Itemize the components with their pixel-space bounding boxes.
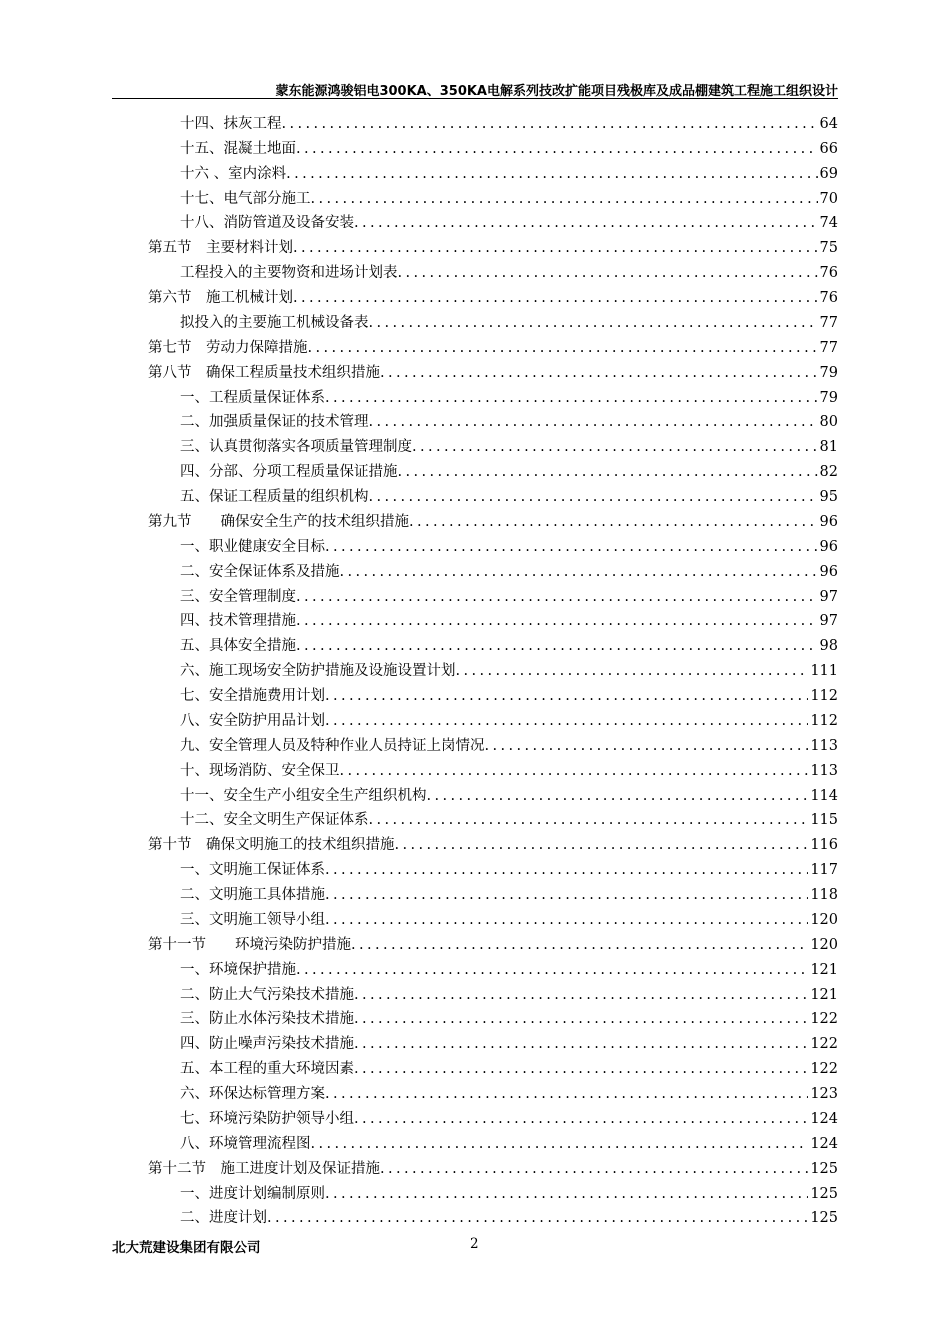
toc-subsection-entry[interactable] — [148, 108, 838, 133]
toc-dot-leader — [354, 1010, 808, 1028]
toc-entry-label: 七、安全措施费用计划 — [180, 688, 325, 704]
toc-subsection-entry[interactable] — [148, 1053, 838, 1078]
toc-subsection-entry[interactable] — [148, 407, 838, 432]
toc-entry-label: 第七节 劳动力保障措施 — [148, 339, 308, 356]
toc-entry-page-number: 82 — [819, 464, 838, 481]
toc-dot-leader — [296, 961, 808, 979]
toc-dot-leader — [293, 289, 818, 307]
toc-entry-label: 一、职业健康安全目标 — [180, 538, 325, 555]
toc-entry-page-number: 113 — [810, 737, 838, 754]
toc-entry-label: 二、防止大气污染技术措施 — [180, 986, 354, 1003]
toc-entry-page-number: 81 — [819, 439, 838, 456]
toc-entry-page-number: 114 — [810, 787, 838, 804]
toc-dot-leader — [369, 314, 818, 332]
toc-entry-label: 三、防止水体污染技术措施 — [180, 1011, 354, 1028]
toc-dot-leader — [293, 239, 818, 257]
toc-entry-label: 十四、抹灰工程 — [180, 115, 282, 132]
toc-section-entry[interactable] — [148, 282, 838, 307]
toc-entry-label: 工程投入的主要物资和进场计划表 — [180, 265, 398, 282]
toc-entry-label: 五、保证工程质量的组织机构 — [180, 489, 369, 505]
toc-entry-page-number: 76 — [819, 290, 838, 306]
toc-entry-label: 八、环境管理流程图 — [180, 1135, 311, 1152]
toc-entry-label: 十、现场消防、安全保卫 — [180, 762, 340, 779]
toc-dot-leader — [340, 563, 818, 581]
toc-dot-leader — [380, 1160, 808, 1178]
toc-entry-label: 一、文明施工保证体系 — [180, 862, 325, 879]
toc-section-entry[interactable] — [148, 357, 838, 382]
toc-dot-leader — [354, 1110, 808, 1128]
toc-subsection-entry[interactable] — [148, 655, 838, 680]
toc-subsection-entry[interactable] — [148, 382, 838, 407]
toc-dot-leader — [325, 1185, 808, 1203]
toc-entry-page-number: 118 — [810, 887, 838, 903]
toc-subsection-entry[interactable] — [148, 780, 838, 805]
toc-entry-label: 四、防止噪声污染技术措施 — [180, 1036, 354, 1053]
toc-entry-page-number: 125 — [810, 1210, 838, 1227]
toc-dot-leader — [351, 936, 808, 954]
toc-subsection-entry[interactable] — [148, 805, 838, 830]
toc-entry-label: 拟投入的主要施工机械设备表 — [180, 314, 369, 331]
toc-entry-label: 十二、安全文明生产保证体系 — [180, 812, 369, 829]
toc-dot-leader — [354, 214, 818, 232]
toc-subsection-entry[interactable] — [148, 954, 838, 979]
toc-section-entry[interactable] — [148, 506, 838, 531]
toc-entry-page-number: 70 — [819, 190, 838, 207]
toc-subsection-entry[interactable] — [148, 1203, 838, 1228]
toc-dot-leader — [296, 612, 818, 630]
toc-entry-label: 十五、混凝土地面 — [180, 140, 296, 157]
toc-subsection-entry[interactable] — [148, 730, 838, 755]
toc-dot-leader — [325, 712, 808, 730]
toc-entry-page-number: 74 — [819, 215, 838, 232]
toc-entry-label: 二、安全保证体系及措施 — [180, 563, 340, 580]
toc-dot-leader — [369, 488, 818, 506]
toc-dot-leader — [308, 339, 818, 357]
toc-dot-leader — [325, 1085, 808, 1103]
toc-entry-label: 四、技术管理措施 — [180, 613, 296, 630]
toc-subsection-entry[interactable] — [148, 630, 838, 655]
toc-entry-label: 十七、电气部分施工 — [180, 190, 311, 207]
toc-entry-label: 十一、安全生产小组安全生产组织机构 — [180, 787, 427, 804]
toc-subsection-entry[interactable] — [148, 133, 838, 158]
toc-entry-page-number: 120 — [810, 936, 838, 953]
toc-dot-leader — [398, 463, 818, 481]
toc-dot-leader — [369, 811, 809, 829]
toc-entry-page-number: 112 — [810, 688, 838, 704]
toc-dot-leader — [311, 190, 818, 208]
toc-subsection-entry[interactable] — [148, 979, 838, 1004]
table-of-contents — [148, 108, 838, 1227]
toc-subsection-entry[interactable] — [148, 879, 838, 904]
toc-entry-label: 七、环境污染防护领导小组 — [180, 1110, 354, 1127]
toc-entry-label: 九、安全管理人员及特种作业人员持证上岗情况 — [180, 737, 485, 754]
toc-subsection-entry[interactable] — [148, 1004, 838, 1029]
toc-entry-label: 六、环保达标管理方案 — [180, 1086, 325, 1102]
toc-entry-page-number: 122 — [810, 1036, 838, 1053]
toc-entry-page-number: 121 — [810, 986, 838, 1003]
header-divider — [112, 98, 838, 99]
toc-subsection-entry[interactable] — [148, 431, 838, 456]
toc-dot-leader — [409, 513, 818, 531]
toc-subsection-entry[interactable] — [148, 1178, 838, 1203]
toc-dot-leader — [325, 687, 808, 705]
toc-entry-page-number: 96 — [819, 538, 838, 555]
toc-subsection-entry[interactable] — [148, 257, 838, 282]
toc-entry-label: 二、进度计划 — [180, 1210, 267, 1227]
toc-entry-page-number: 79 — [819, 389, 838, 406]
toc-entry-label: 四、分部、分项工程质量保证措施 — [180, 464, 398, 481]
toc-dot-leader — [427, 787, 809, 805]
toc-dot-leader — [325, 538, 818, 556]
toc-dot-leader — [340, 762, 809, 780]
toc-entry-page-number: 112 — [810, 712, 838, 729]
toc-entry-page-number: 96 — [819, 513, 838, 530]
toc-entry-label: 五、本工程的重大环境因素 — [180, 1061, 354, 1078]
toc-subsection-entry[interactable] — [148, 680, 838, 705]
toc-subsection-entry[interactable] — [148, 531, 838, 556]
toc-entry-page-number: 97 — [819, 613, 838, 630]
toc-dot-leader — [412, 438, 818, 456]
toc-dot-leader — [354, 1035, 808, 1053]
toc-dot-leader — [380, 364, 818, 382]
toc-dot-leader — [325, 861, 808, 879]
toc-subsection-entry[interactable] — [148, 1028, 838, 1053]
document-header-title: 蒙东能源鸿骏铝电300KA、350KA电解系列技改扩能项目残极库及成品棚建筑工程施工组织设计 — [275, 84, 838, 99]
toc-entry-page-number: 76 — [819, 265, 838, 282]
toc-section-entry[interactable] — [148, 829, 838, 854]
footer-company: 北大荒建设集团有限公司 — [112, 1240, 261, 1256]
toc-entry-label: 十八、消防管道及设备安装 — [180, 215, 354, 232]
toc-section-entry[interactable] — [148, 332, 838, 357]
toc-entry-page-number: 125 — [810, 1160, 838, 1177]
toc-subsection-entry[interactable] — [148, 208, 838, 233]
toc-subsection-entry[interactable] — [148, 755, 838, 780]
toc-entry-label: 一、工程质量保证体系 — [180, 389, 325, 406]
toc-entry-label: 五、具体安全措施 — [180, 638, 296, 655]
toc-entry-page-number: 96 — [819, 563, 838, 580]
toc-dot-leader — [485, 737, 809, 755]
toc-entry-page-number: 111 — [810, 663, 838, 680]
toc-dot-leader — [369, 413, 818, 431]
toc-entry-page-number: 98 — [819, 638, 838, 655]
toc-entry-label: 第八节 确保工程质量技术组织措施 — [148, 364, 380, 381]
toc-entry-page-number: 124 — [810, 1110, 838, 1127]
toc-entry-label: 三、安全管理制度 — [180, 588, 296, 605]
toc-entry-page-number: 124 — [810, 1135, 838, 1152]
toc-subsection-entry[interactable] — [148, 481, 838, 506]
toc-subsection-entry[interactable] — [148, 556, 838, 581]
toc-dot-leader — [456, 662, 809, 680]
toc-entry-page-number: 80 — [819, 414, 838, 431]
toc-entry-page-number: 95 — [819, 489, 838, 505]
toc-dot-leader — [296, 140, 818, 158]
toc-entry-label: 第十节 确保文明施工的技术组织措施 — [148, 837, 395, 854]
toc-entry-label: 十六 、室内涂料 — [180, 165, 287, 182]
toc-dot-leader — [267, 1209, 808, 1227]
toc-entry-page-number: 115 — [810, 812, 838, 829]
toc-entry-page-number: 69 — [819, 165, 838, 182]
toc-dot-leader — [282, 115, 818, 133]
toc-section-entry[interactable] — [148, 929, 838, 954]
toc-entry-label: 第六节 施工机械计划 — [148, 290, 293, 306]
toc-subsection-entry[interactable] — [148, 581, 838, 606]
toc-dot-leader — [311, 1135, 809, 1153]
toc-dot-leader — [398, 264, 818, 282]
toc-dot-leader — [296, 588, 818, 606]
toc-entry-label: 三、认真贯彻落实各项质量管理制度 — [180, 439, 412, 456]
toc-dot-leader — [354, 986, 808, 1004]
toc-entry-page-number: 79 — [819, 364, 838, 381]
toc-dot-leader — [395, 836, 809, 854]
toc-subsection-entry[interactable] — [148, 1103, 838, 1128]
toc-subsection-entry[interactable] — [148, 158, 838, 183]
toc-dot-leader — [325, 886, 808, 904]
toc-entry-page-number: 120 — [810, 911, 838, 928]
toc-entry-page-number: 77 — [819, 314, 838, 331]
toc-dot-leader — [325, 911, 808, 929]
toc-entry-label: 一、环境保护措施 — [180, 961, 296, 978]
toc-entry-label: 一、进度计划编制原则 — [180, 1185, 325, 1202]
toc-subsection-entry[interactable] — [148, 1128, 838, 1153]
toc-entry-label: 第五节 主要材料计划 — [148, 240, 293, 257]
toc-entry-page-number: 121 — [810, 961, 838, 978]
toc-entry-label: 第十一节 环境污染防护措施 — [148, 936, 351, 953]
toc-subsection-entry[interactable] — [148, 456, 838, 481]
toc-entry-page-number: 122 — [810, 1061, 838, 1078]
toc-entry-page-number: 116 — [810, 837, 838, 854]
toc-entry-page-number: 66 — [819, 140, 838, 157]
toc-dot-leader — [325, 389, 818, 407]
toc-entry-page-number: 117 — [810, 862, 838, 879]
toc-entry-page-number: 97 — [819, 588, 838, 605]
toc-entry-label: 二、加强质量保证的技术管理 — [180, 414, 369, 431]
toc-entry-label: 第十二节 施工进度计划及保证措施 — [148, 1160, 380, 1177]
toc-dot-leader — [286, 165, 817, 183]
toc-entry-label: 第九节 确保安全生产的技术组织措施 — [148, 513, 409, 530]
toc-subsection-entry[interactable] — [148, 904, 838, 929]
toc-entry-label: 六、施工现场安全防护措施及设施设置计划 — [180, 663, 456, 680]
toc-entry-page-number: 123 — [810, 1086, 838, 1102]
toc-entry-label: 八、安全防护用品计划 — [180, 712, 325, 729]
toc-subsection-entry[interactable] — [148, 705, 838, 730]
toc-entry-page-number: 125 — [810, 1185, 838, 1202]
toc-subsection-entry[interactable] — [148, 183, 838, 208]
toc-entry-page-number: 75 — [819, 240, 838, 257]
toc-entry-label: 二、文明施工具体措施 — [180, 887, 325, 903]
toc-entry-page-number: 64 — [819, 115, 838, 132]
footer-page-number: 2 — [470, 1236, 479, 1252]
toc-subsection-entry[interactable] — [148, 854, 838, 879]
toc-dot-leader — [354, 1060, 808, 1078]
toc-entry-label: 三、文明施工领导小组 — [180, 911, 325, 928]
toc-section-entry[interactable] — [148, 232, 838, 257]
toc-subsection-entry[interactable] — [148, 1078, 838, 1103]
toc-subsection-entry[interactable] — [148, 307, 838, 332]
toc-entry-page-number: 122 — [810, 1011, 838, 1028]
toc-entry-page-number: 77 — [819, 339, 838, 356]
toc-subsection-entry[interactable] — [148, 606, 838, 631]
toc-dot-leader — [296, 637, 818, 655]
toc-section-entry[interactable] — [148, 1153, 838, 1178]
toc-entry-page-number: 113 — [810, 762, 838, 779]
